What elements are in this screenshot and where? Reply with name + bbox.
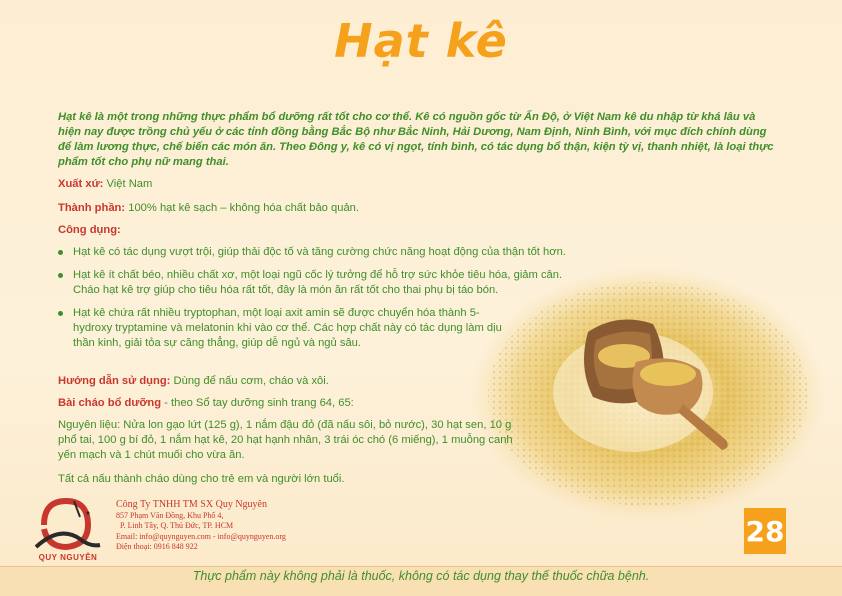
- uses-item-2: Hạt kê ít chất béo, nhiều chất xơ, một loại ngũ cốc lý tưởng để hỗ trợ sức khỏe tiêu hóa, giảm cân. Cháo hạt kê trợ giúp cho tiêu hóa rất tốt, đây là món ăn rất tốt cho thai phụ bị táo bón.: [73, 269, 563, 296]
- origin-value: Việt Nam: [103, 178, 153, 190]
- company-name: Công Ty TNHH TM SX Quy Nguyên: [116, 499, 267, 510]
- company-email: Email: info@quynguyen.com - info@quynguyen.org: [116, 531, 286, 541]
- company-phone: Điện thoại: 0916 848 922: [116, 542, 198, 552]
- company-info: [116, 500, 286, 553]
- page-number: 28: [744, 508, 786, 554]
- origin-line: [58, 178, 152, 190]
- list-item: [58, 268, 563, 298]
- company-address-2: P. Linh Tây, Q. Thủ Đức, TP. HCM: [120, 521, 234, 531]
- recipe-note: Tất cả nấu thành cháo dùng cho trẻ em và người lớn tuổi.: [58, 473, 345, 485]
- ingredients-label: Thành phần:: [58, 202, 126, 214]
- origin-label: Xuất xứ:: [58, 178, 104, 190]
- recipe-source: - theo Sổ tay dưỡng sinh trang 64, 65:: [161, 397, 354, 409]
- recipe-ingredients: Nguyên liệu: Nửa lon gạo lứt (125 g), 1 nắm đậu đỏ (đã nấu sôi, bỏ nước), 30 hạt sen, 10 g phổ tai, 100 g bí đỏ, 1 nắm hạt kê, 20 hạt hạnh nhân, 3 trái óc chó (6 miếng), 1 muỗng canh yến mạch và 1 chút muối cho vừa ăn.: [58, 419, 513, 461]
- bullet-icon: [58, 250, 63, 255]
- uses-heading: [58, 224, 121, 236]
- usage-value: Dùng để nấu cơm, cháo và xôi.: [170, 375, 329, 387]
- recipe-heading: [58, 397, 354, 409]
- intro-paragraph: Hạt kê là một trong những thực phẩm bổ dưỡng rất tốt cho cơ thể. Kê có nguồn gốc từ Ấn Độ, ở Việt Nam kê du nhập từ khá lâu và hiện nay được trồng chủ yếu ở các tỉnh đồng bằng Bắc Bộ như Bắc Ninh, Hải Dương, Nam Định, Ninh Bình, với mục đích chính dùng để làm lương thực, chế biến các món ăn. Theo Đông y, kê có vị ngọt, tính bình, có tác dụng bổ thận, kiện tỳ vị, thanh nhiệt, là loại thực phẩm tốt cho phụ nữ mang thai.: [58, 111, 774, 168]
- usage-line: [58, 375, 329, 387]
- ingredients-line: [58, 202, 359, 214]
- list-item: [58, 245, 633, 260]
- uses-item-3: Hạt kê chứa rất nhiều tryptophan, một loại axit amin sẽ được chuyển hóa thành 5-hydroxy tryptamine và melatonin khi vào cơ thể. Các hợp chất này có tác dụng làm dịu thần kinh, giải tỏa sự căng thẳng, giúp dễ ngủ và ngủ sâu.: [73, 307, 502, 349]
- recipe-label: Bài cháo bổ dưỡng: [58, 397, 162, 409]
- list-item: [58, 306, 513, 351]
- bullet-icon: [58, 311, 63, 316]
- footer-disclaimer: Thực phẩm này không phải là thuốc, không có tác dụng thay thế thuốc chữa bệnh.: [192, 569, 650, 583]
- ingredients-value: 100% hạt kê sạch – không hóa chất bảo quản.: [125, 202, 359, 214]
- uses-item-1: Hạt kê có tác dụng vượt trội, giúp thải độc tố và tăng cường chức năng hoạt động của thận tốt hơn.: [73, 246, 566, 258]
- logo-text: QUY NGUYÊN: [38, 553, 98, 562]
- usage-label: Hướng dẫn sử dụng:: [58, 375, 171, 387]
- uses-label: Công dụng:: [58, 224, 121, 236]
- quy-nguyen-logo-icon: [30, 495, 104, 559]
- page-title: Hạt kê: [334, 14, 508, 68]
- uses-list: [58, 245, 578, 351]
- company-address-1: 857 Phạm Văn Đồng, Khu Phố 4,: [116, 510, 224, 520]
- bullet-icon: [58, 273, 63, 278]
